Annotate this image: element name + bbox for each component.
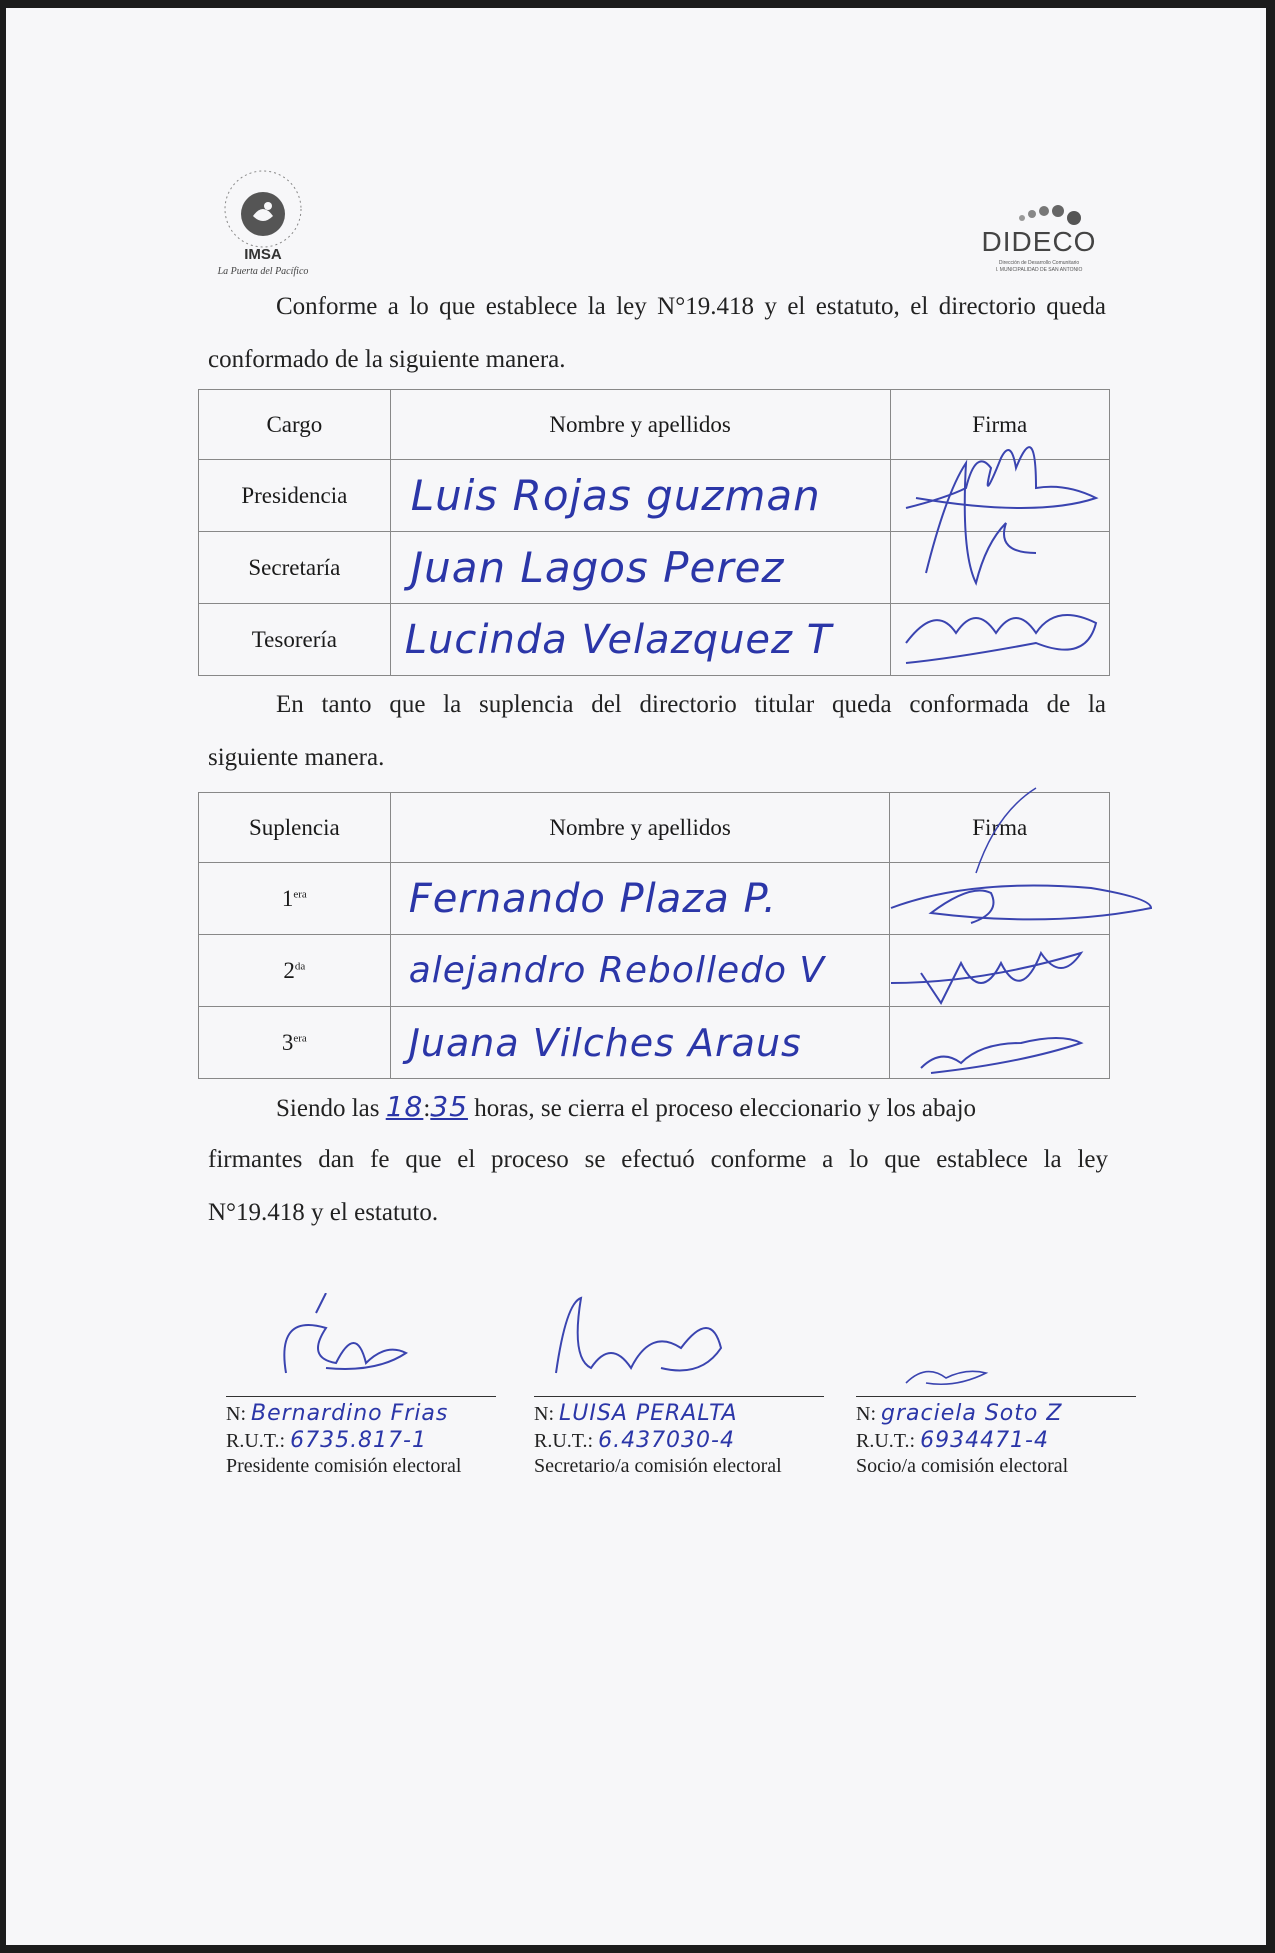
firmante-socio-cargo: Socio/a comisión electoral [856,1455,1069,1477]
nombre-suplencia-1: Fernando Plaza P. [408,875,777,922]
firmante-secretario: N: LUISA PERALTA R.U.T.: 6.437030-4 Secretario/a comisión electoral [534,1396,824,1478]
suplencia-signatures [881,778,1171,1088]
firmante-presidente: N: Bernardino Frias R.U.T.: 6735.817-1 Presidente comisión electoral [226,1396,496,1478]
cargo-presidencia: Presidencia [199,460,391,532]
firmante-presidente-nombre: Bernardino Frias [251,1401,449,1426]
signature-secretaria [926,463,1036,583]
signature-suplencia-3 [921,1038,1081,1073]
suplencia-3: $3^{era}$ [199,1007,391,1079]
signature-presidente [284,1293,406,1373]
dideco-name: DIDECO [981,226,1097,257]
header-cargo: Cargo [199,390,391,460]
imsa-logo [208,164,318,284]
signature-tesoreria [906,615,1096,663]
header-suplencia: Suplencia [199,793,391,863]
signature-suplencia-1-stem [976,788,1036,873]
suplencia-2: $2^{da}$ [199,935,391,1007]
header-firma: Firma [890,793,1110,863]
cierre-line-1: Siendo las 18:35 horas, se cierra el proceso eleccionario y los abajo [276,1090,977,1123]
suplencia-intro-line-2: siguiente manera. [208,744,385,771]
header-nombre: Nombre y apellidos [390,793,890,863]
signature-suplencia-2 [891,953,1081,1003]
header-firma: Firma [890,390,1109,460]
dideco-sub1: Dirección de Desarrollo Comunitario [998,260,1080,266]
cierre-line-3: N°19.418 y el estatuto. [208,1199,439,1226]
dideco-sub2: I. MUNICIPALIDAD DE SAN ANTONIO [995,267,1083,273]
signature-secretario [556,1298,721,1373]
suplencia-intro-line-1: En tanto que la suplencia del directorio titular queda conformada de la [276,691,1106,718]
nombre-suplencia-3: Juana Vilches Araus [408,1020,802,1065]
firmante-socio-nombre: graciela Soto Z [881,1401,1063,1426]
imsa-tagline: La Puerta del Pacífico [217,266,309,277]
nombre-tesoreria: Lucinda Velazquez T [404,616,833,663]
imsa-name: IMSA [244,246,282,263]
suplencia-1: $1^{era}$ [199,863,391,935]
signature-presidencia [906,447,1096,508]
cierre-minuto: 35 [430,1090,468,1123]
firmante-presidente-rut: 6735.817-1 [290,1428,427,1453]
signature-socio [906,1371,986,1384]
cargo-tesoreria: Tesorería [199,604,391,676]
firmante-presidente-cargo: Presidente comisión electoral [226,1455,462,1477]
firmante-socio: N: graciela Soto Z R.U.T.: 6934471-4 Socio/a comisión electoral [856,1396,1136,1478]
signature-suplencia-1 [891,886,1151,924]
firmante-socio-rut: 6934471-4 [920,1428,1049,1453]
cargo-secretaria: Secretaría [199,532,391,604]
intro-line-1: Conforme a lo que establece la ley N°19.418 y el estatuto, el directorio queda [276,293,1106,320]
cierre-hora: 18 [385,1090,424,1123]
imsa-emblem-icon [208,164,318,254]
intro-line-2: conformado de la siguiente manera. [208,346,566,373]
firmante-secretario-cargo: Secretario/a comisión electoral [534,1455,782,1477]
firmantes-signatures [216,1293,1116,1403]
nombre-presidencia: Luis Rojas guzman [410,471,821,520]
directorio-signatures [886,423,1126,683]
dideco-dots-icon [974,194,1104,228]
firmante-secretario-rut: 6.437030-4 [598,1428,735,1453]
dideco-logo [974,194,1104,274]
firmante-secretario-nombre: LUISA PERALTA [559,1401,738,1426]
nombre-suplencia-2: alejandro Rebolledo V [408,950,826,991]
document-page [6,8,1266,1945]
cierre-line-2: firmantes dan fe que el proceso se efectuó conforme a lo que establece la ley [208,1146,1108,1173]
nombre-secretaria: Juan Lagos Perez [410,543,785,592]
header-nombre: Nombre y apellidos [390,390,890,460]
